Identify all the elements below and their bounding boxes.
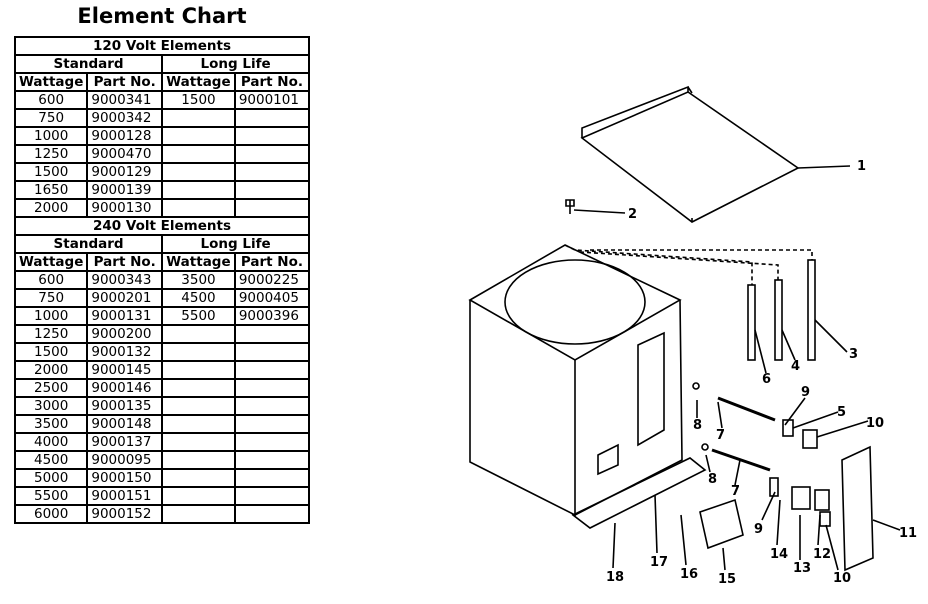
wattage-cell: 2000	[15, 199, 87, 217]
part-number-cell: 9000145	[87, 361, 162, 379]
wattage-cell: 1000	[15, 307, 87, 325]
wattage-cell: 750	[15, 289, 87, 307]
access-cover	[842, 447, 873, 570]
callout-number: 5	[837, 405, 847, 420]
wattage-cell: 4500	[15, 451, 87, 469]
part-number-cell: 9000148	[87, 415, 162, 433]
wattage-cell: 5500	[15, 487, 87, 505]
callout-number: 6	[762, 372, 772, 387]
callout-number: 10	[833, 571, 852, 586]
longlife-header: Long Life	[162, 235, 309, 253]
wattage-cell: 1650	[15, 181, 87, 199]
part-number-cell: 9000146	[87, 379, 162, 397]
partno-header: Part No.	[235, 253, 309, 271]
wattage-cell: 3500	[15, 415, 87, 433]
callout-number: 8	[708, 472, 718, 487]
wattage-header: Wattage	[15, 73, 87, 91]
part-number-cell: 9000341	[87, 91, 162, 109]
wattage-header: Wattage	[162, 73, 235, 91]
callout-number: 9	[754, 522, 764, 537]
part-number-cell: 9000128	[87, 127, 162, 145]
callout-number: 4	[791, 359, 801, 374]
wattage-cell: 3500	[162, 271, 235, 289]
standard-header: Standard	[15, 55, 162, 73]
part-number-cell: 9000137	[87, 433, 162, 451]
callout-number: 17	[650, 555, 669, 570]
top-cover	[582, 92, 798, 222]
wattage-cell: 2500	[15, 379, 87, 397]
part-number-cell: 9000135	[87, 397, 162, 415]
part-number-cell: 9000139	[87, 181, 162, 199]
callout-number: 11	[899, 526, 918, 541]
callout-number: 13	[793, 561, 812, 576]
section-heading: 240 Volt Elements	[15, 217, 309, 235]
wattage-cell: 1250	[15, 325, 87, 343]
chart-title: Element Chart	[77, 4, 247, 28]
wattage-cell: 600	[15, 91, 87, 109]
cabinet	[470, 245, 680, 360]
wattage-cell: 1250	[15, 145, 87, 163]
wattage-cell: 750	[15, 109, 87, 127]
partno-header: Part No.	[235, 73, 309, 91]
callout-number: 7	[731, 484, 741, 499]
wattage-cell: 1500	[15, 343, 87, 361]
wattage-header: Wattage	[162, 253, 235, 271]
part-number-cell: 9000131	[87, 307, 162, 325]
callout-number: 2	[628, 207, 638, 222]
wattage-cell: 1000	[15, 127, 87, 145]
callout-number: 10	[866, 416, 885, 431]
part-number-cell: 9000150	[87, 469, 162, 487]
part-number-cell: 9000151	[87, 487, 162, 505]
wattage-cell: 3000	[15, 397, 87, 415]
section-heading: 120 Volt Elements	[15, 37, 309, 55]
callout-number: 1	[857, 159, 867, 174]
part-number-cell: 9000405	[235, 289, 309, 307]
wattage-header: Wattage	[15, 253, 87, 271]
part-number-cell: 9000343	[87, 271, 162, 289]
bottom-panel	[573, 458, 705, 528]
part-number-cell: 9000132	[87, 343, 162, 361]
partno-header: Part No.	[87, 73, 162, 91]
part-number-cell: 9000470	[87, 145, 162, 163]
callout-number: 16	[680, 567, 699, 582]
wattage-cell: 2000	[15, 361, 87, 379]
callout-number: 7	[716, 428, 726, 443]
wattage-cell: 4500	[162, 289, 235, 307]
longlife-header: Long Life	[162, 55, 309, 73]
wattage-cell: 1500	[162, 91, 235, 109]
part-number-cell: 9000129	[87, 163, 162, 181]
part-number-cell: 9000342	[87, 109, 162, 127]
callout-number: 8	[693, 418, 703, 433]
callout-number: 15	[718, 572, 737, 587]
callout-number: 3	[849, 347, 859, 362]
part-number-cell: 9000201	[87, 289, 162, 307]
callout-number: 12	[813, 547, 832, 562]
part-number-cell: 9000130	[87, 199, 162, 217]
callout-number: 18	[606, 570, 625, 585]
part-number-cell: 9000095	[87, 451, 162, 469]
part-number-cell: 9000225	[235, 271, 309, 289]
callout-number: 9	[801, 385, 811, 400]
wattage-cell: 1500	[15, 163, 87, 181]
partno-header: Part No.	[87, 253, 162, 271]
part-number-cell: 9000101	[235, 91, 309, 109]
part-number-cell: 9000200	[87, 325, 162, 343]
part-number-cell: 9000396	[235, 307, 309, 325]
wattage-cell: 4000	[15, 433, 87, 451]
standard-header: Standard	[15, 235, 162, 253]
part-number-cell: 9000152	[87, 505, 162, 523]
wattage-cell: 5000	[15, 469, 87, 487]
wattage-cell: 6000	[15, 505, 87, 523]
insulation-pad	[700, 500, 743, 548]
wattage-cell: 600	[15, 271, 87, 289]
wattage-cell: 5500	[162, 307, 235, 325]
callout-number: 14	[770, 547, 789, 562]
